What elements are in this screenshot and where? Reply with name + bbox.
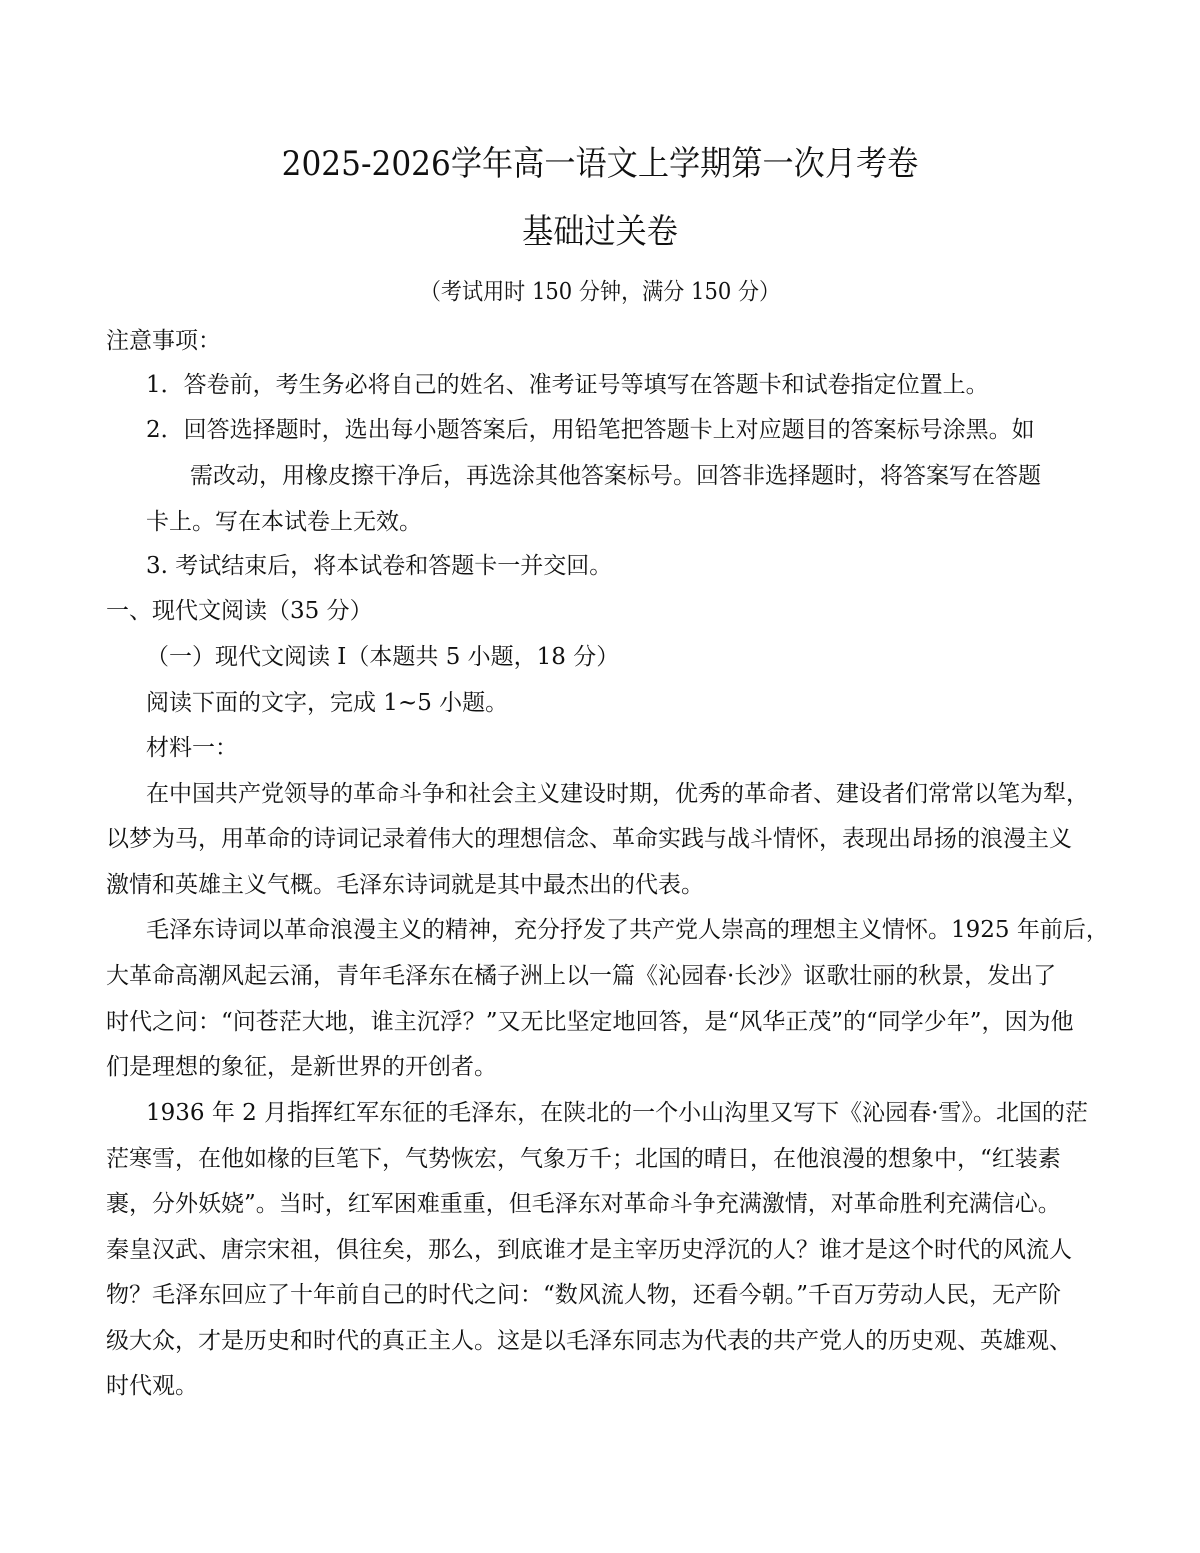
section-heading: 一、现代文阅读（35 分） (106, 598, 373, 624)
exam-subtitle: 基础过关卷 (522, 212, 678, 252)
notice-heading: 注意事项： (106, 328, 221, 354)
sub-section-heading: （一）现代文阅读 I（本题共 5 小题，18 分） (146, 644, 620, 670)
exam-title: 2025-2026学年高一语文上学期第一次月考卷 (281, 144, 919, 184)
notice-item: 3. 考试结束后，将本试卷和答题卡一并交回。 (146, 553, 613, 579)
passage-line: 在中国共产党领导的革命斗争和社会主义建设时期，优秀的革命者、建设者们常常以笔为犁， (146, 781, 1089, 807)
passage-line: 毛泽东诗词以革命浪漫主义的精神，充分抒发了共产党人崇高的理想主义情怀。1925 年前后， (146, 917, 1109, 943)
material-label: 材料一： (146, 735, 238, 761)
passage-line: 们是理想的象征，是新世界的开创者。 (106, 1054, 497, 1080)
passage-line: 时代观。 (106, 1373, 198, 1399)
exam-info: （考试用时 150 分钟，满分 150 分） (419, 279, 781, 305)
notice-item: 1．答卷前，考生务必将自己的姓名、准考证号等填写在答题卡和试卷指定位置上。 (146, 372, 989, 398)
notice-item: 卡上。写在本试卷上无效。 (146, 509, 422, 535)
passage-line: 时代之问：“问苍茫大地，谁主沉浮？”又无比坚定地回答，是“风华正茂”的“同学少年”，因为他 (106, 1009, 1074, 1035)
passage-line: 茫寒雪，在他如椽的巨笔下，气势恢宏，气象万千；北国的晴日，在他浪漫的想象中，“红装素 (106, 1146, 1061, 1172)
passage-line: 1936 年 2 月指挥红军东征的毛泽东，在陕北的一个小山沟里又写下《沁园春·雪》。北国的茫 (146, 1100, 1088, 1126)
notice-item: 需改动，用橡皮擦干净后，再选涂其他答案标号。回答非选择题时，将答案写在答题 (190, 463, 1041, 489)
passage-line: 裹，分外妖娆”。当时，红军困难重重，但毛泽东对革命斗争充满激情，对革命胜利充满信心。 (106, 1191, 1061, 1217)
passage-line: 激情和英雄主义气概。毛泽东诗词就是其中最杰出的代表。 (106, 872, 704, 898)
passage-line: 秦皇汉武、唐宗宋祖，俱往矣，那么，到底谁才是主宰历史浮沉的人？谁才是这个时代的风流人 (106, 1237, 1072, 1263)
passage-line: 大革命高潮风起云涌，青年毛泽东在橘子洲上以一篇《沁园春·长沙》讴歌壮丽的秋景，发出了 (106, 963, 1057, 989)
passage-line: 级大众，才是历史和时代的真正主人。这是以毛泽东同志为代表的共产党人的历史观、英雄观、 (106, 1328, 1072, 1354)
passage-line: 以梦为马，用革命的诗词记录着伟大的理想信念、革命实践与战斗情怀，表现出昂扬的浪漫主义 (106, 826, 1072, 852)
instruction-text: 阅读下面的文字，完成 1~5 小题。 (146, 690, 509, 716)
notice-item: 2．回答选择题时，选出每小题答案后，用铅笔把答题卡上对应题目的答案标号涂黑。如 (146, 417, 1035, 443)
passage-line: 物？毛泽东回应了十年前自己的时代之问：“数风流人物，还看今朝。”千百万劳动人民，无产阶 (106, 1282, 1062, 1308)
